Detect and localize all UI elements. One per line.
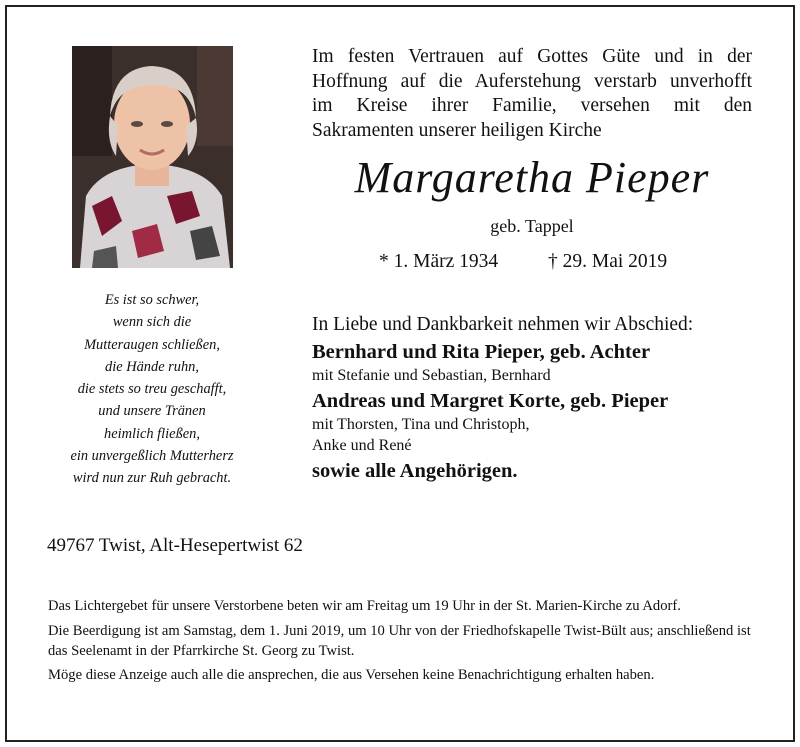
note-paragraph: Möge diese Anzeige auch alle die ansprechen, die aus Versehen keine Benachrichtigung erhalten haben.	[48, 667, 655, 684]
born-name: geb. Tappel	[490, 216, 574, 236]
death-date: † 29. Mai 2019	[548, 251, 668, 272]
portrait-photo	[72, 46, 233, 268]
family-group-2: Andreas und Margret Korte, geb. Pieper	[312, 390, 669, 412]
family-group-1-children: mit Stefanie und Sebastian, Bernhard	[312, 367, 551, 384]
poem-line: ein unvergeßlich Mutterherz	[70, 448, 234, 465]
mourners-list	[312, 313, 772, 484]
poem-line: wird nun zur Ruh gebracht.	[72, 470, 232, 487]
family-group-2-children: mit Thorsten, Tina und Christoph,	[312, 416, 530, 433]
funeral-notes	[48, 597, 758, 691]
all-relatives: sowie alle Angehörigen.	[312, 460, 518, 482]
poem-line: heimlich fließen,	[104, 425, 200, 442]
intro-line: im Kreise ihrer Familie, versehen mit den	[312, 95, 752, 116]
deceased-name: Margaretha Pieper	[354, 153, 710, 202]
family-group-2-children: Anke und René	[312, 437, 412, 454]
note-paragraph: Die Beerdigung ist am Samstag, dem 1. Juni 2019, um 10 Uhr von der Friedhofskapelle Twist-Bült aus; anschließend ist das Seelenamt in der Pfarrkirche St. Georg zu Twist.	[48, 622, 751, 659]
intro-line: Im festen Vertrauen auf Gottes Güte und in der	[312, 46, 752, 67]
poem	[40, 289, 264, 490]
intro-line: Sakramenten unserer heiligen Kirche	[312, 119, 602, 141]
address: 49767 Twist, Alt-Hesepertwist 62	[47, 535, 303, 556]
intro-text	[312, 45, 752, 143]
poem-line: die stets so treu geschafft,	[77, 381, 227, 398]
note-paragraph: Das Lichtergebet für unsere Verstorbene beten wir am Freitag um 19 Uhr in der St. Marien-Kirche zu Adorf.	[48, 598, 681, 614]
poem-line: wenn sich die	[112, 314, 192, 331]
birth-date: * 1. März 1934	[379, 251, 499, 272]
poem-line: und unsere Tränen	[98, 403, 206, 420]
poem-line: die Hände ruhn,	[105, 358, 199, 375]
intro-line: Hoffnung auf die Auferstehung verstarb unverhofft	[312, 70, 752, 92]
farewell-line: In Liebe und Dankbarkeit nehmen wir Abschied:	[312, 314, 694, 335]
poem-line: Es ist so schwer,	[104, 292, 200, 308]
family-group-1: Bernhard und Rita Pieper, geb. Achter	[312, 341, 651, 363]
poem-line: Mutteraugen schließen,	[84, 336, 220, 353]
